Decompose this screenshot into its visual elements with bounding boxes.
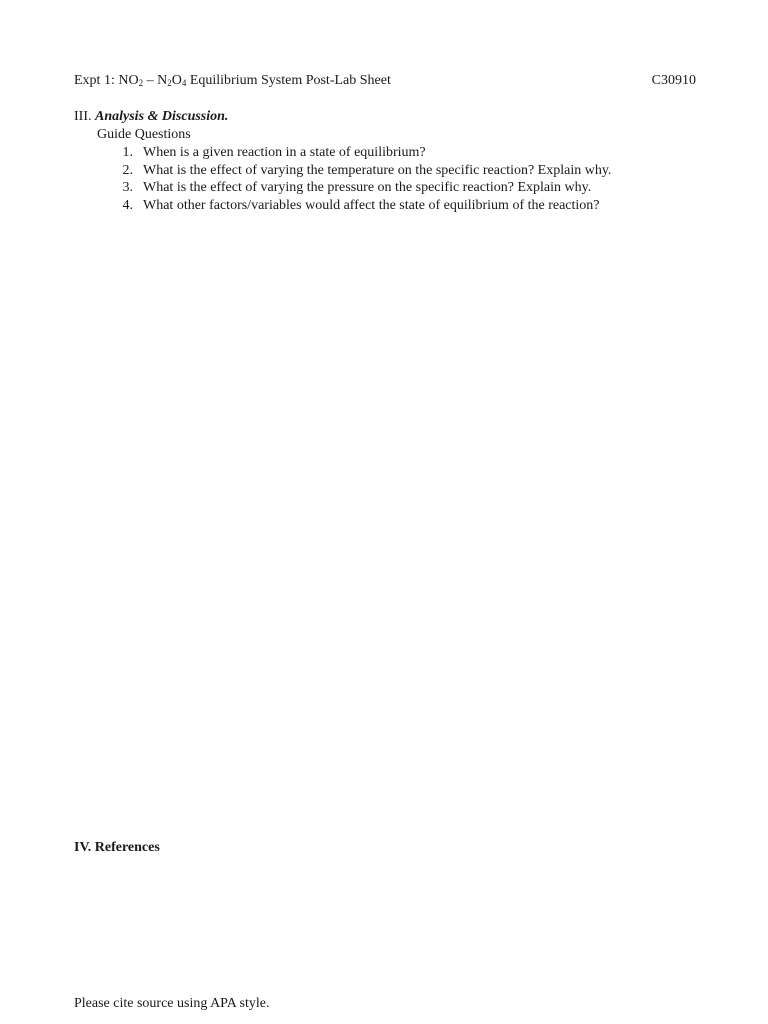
- title-subscript-2: 2: [167, 78, 172, 88]
- question-number: 2.: [122, 162, 133, 178]
- analysis-section-heading: [74, 109, 228, 125]
- title-suffix: Equilibrium System Post-Lab Sheet: [186, 73, 391, 88]
- question-text: What is the effect of varying the pressure on the specific reaction? Explain why.: [143, 180, 592, 196]
- analysis-heading: Analysis & Discussion.: [95, 109, 229, 124]
- question-text: What other factors/variables would affect the state of equilibrium of the reaction?: [143, 198, 600, 214]
- document-title: [74, 73, 391, 89]
- question-text: What is the effect of varying the temperature on the specific reaction? Explain why.: [143, 162, 612, 178]
- title-subscript-1: 2: [138, 78, 144, 88]
- title-subscript-3: 4: [181, 78, 187, 88]
- question-text: When is a given reaction in a state of equilibrium?: [143, 145, 426, 160]
- references-heading: IV. References: [74, 840, 160, 855]
- citation-note: Please cite source using APA style.: [74, 996, 270, 1011]
- question-number: 4.: [122, 198, 133, 214]
- question-number: 1.: [122, 145, 133, 160]
- guide-questions-label: Guide Questions: [97, 127, 191, 142]
- question-number: 3.: [122, 180, 133, 196]
- title-o-letter: O: [171, 73, 182, 88]
- title-prefix: Expt 1: NO: [74, 73, 139, 88]
- page-header: [74, 73, 696, 93]
- section-numeral: III.: [74, 109, 92, 124]
- title-dash: – N: [143, 73, 168, 88]
- document-code: C30910: [651, 73, 696, 88]
